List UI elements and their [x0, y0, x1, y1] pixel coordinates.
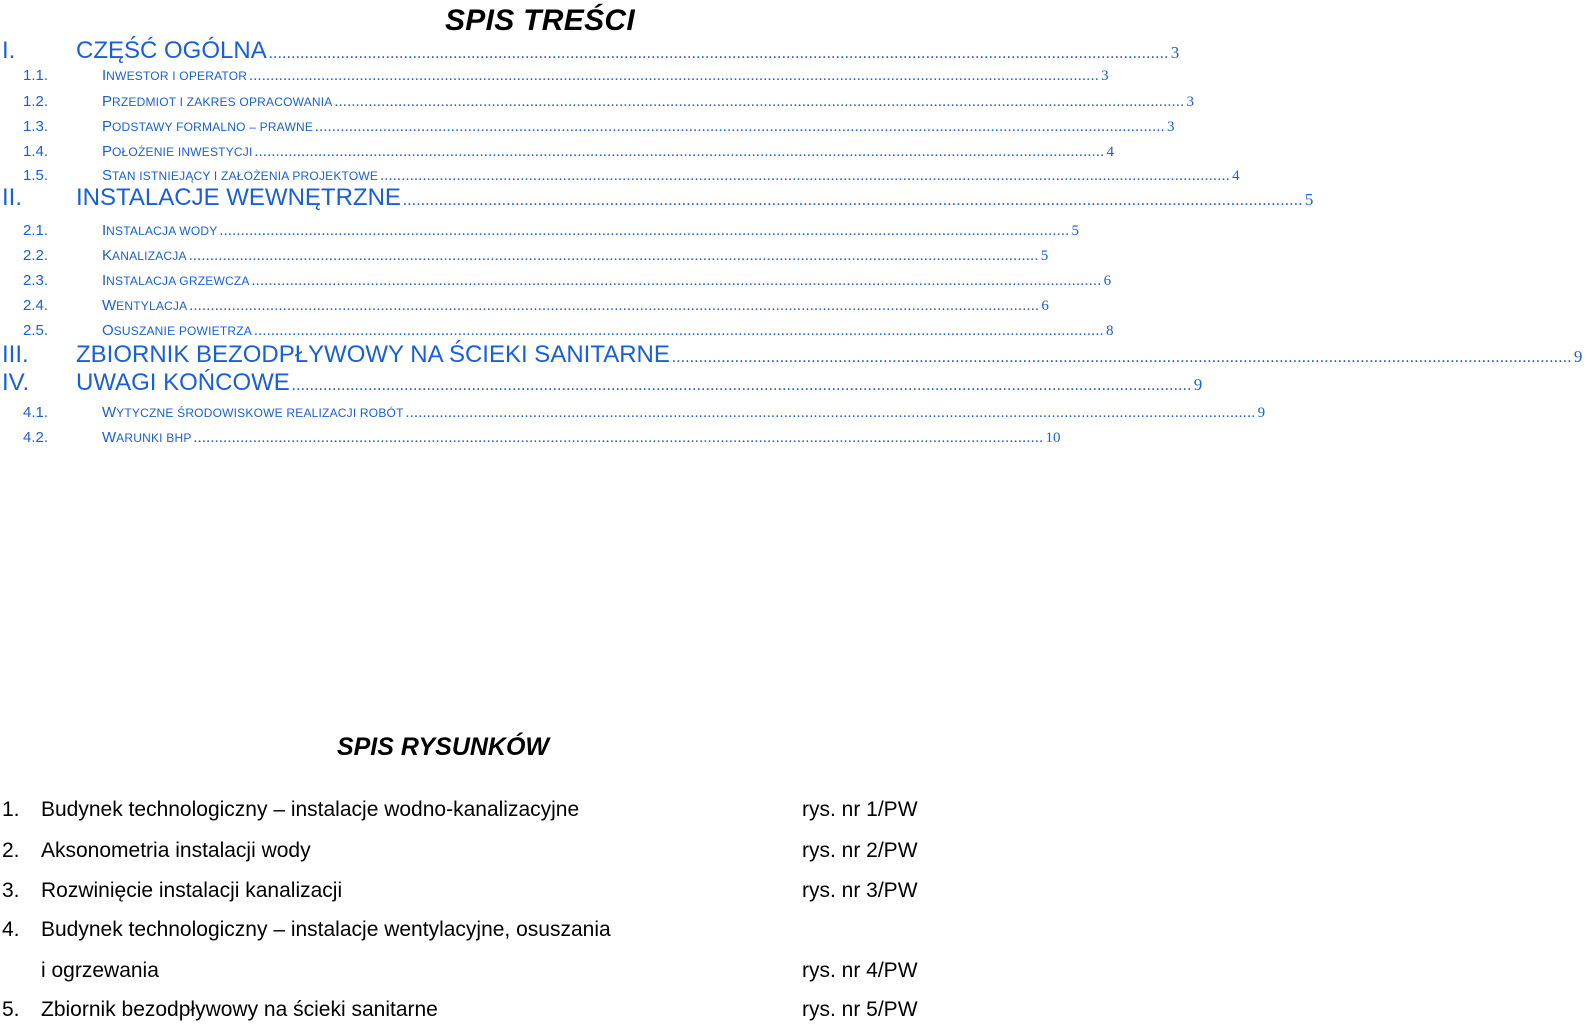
- toc-entry[interactable]: [0, 340, 1583, 370]
- figure-reference: rys. nr 2/PW: [802, 839, 918, 862]
- toc-entry-number: 2.3.: [23, 272, 49, 289]
- figure-item: [0, 871, 960, 911]
- figure-description: Budynek technologiczny – instalacje wentylacyjne, osuszania: [41, 918, 611, 941]
- toc-entry-page: 10: [1045, 430, 1061, 446]
- toc-entry-number: 1.4.: [23, 143, 49, 160]
- toc-entry-number: 2.4.: [23, 297, 49, 314]
- toc-entry[interactable]: [0, 183, 1314, 213]
- toc-entry-title: ZBIORNIK BEZODPŁYWOWY NA ŚCIEKI SANITARNE: [76, 341, 670, 368]
- figure-item: [0, 831, 960, 871]
- figure-reference: rys. nr 3/PW: [802, 879, 918, 902]
- toc-entry-page: 5: [1040, 248, 1049, 264]
- toc-entry-page: 3: [1167, 119, 1175, 135]
- toc-entry-page: 5: [1304, 190, 1314, 209]
- figure-number: 5.: [2, 998, 20, 1021]
- toc-entry-number: 1.2.: [23, 93, 49, 110]
- toc-dot-leader: ........................................................................................................................................................................................................: [402, 192, 1303, 209]
- figure-description: Aksonometria instalacji wody: [41, 839, 311, 862]
- toc-entry-title: CZĘŚĆ OGÓLNA: [76, 37, 267, 64]
- toc-dot-leader: ........................................................................................................................................................................................................: [268, 45, 1169, 62]
- toc-entry[interactable]: [0, 294, 1049, 318]
- toc-entry-title: PODSTAWY FORMALNO – PRAWNE: [102, 118, 314, 135]
- toc-entry-page: 5: [1071, 223, 1079, 239]
- toc-dot-leader: ........................................................................................................................................................................................................: [334, 94, 1185, 110]
- toc-entry-number: 2.5.: [23, 322, 49, 339]
- toc-entry-title: WYTYCZNE ŚRODOWISKOWE REALIZACJI ROBÓT: [102, 404, 404, 421]
- toc-entry-title: INSTALACJA WODY: [102, 222, 218, 239]
- figure-reference: rys. nr 1/PW: [802, 798, 918, 821]
- toc-entry-number: IV.: [2, 369, 30, 396]
- figure-item-continuation: [0, 951, 960, 991]
- toc-entry[interactable]: [0, 219, 1079, 243]
- figures-title: SPIS RYSUNKÓW: [336, 733, 550, 761]
- toc-entry-page: 4: [1232, 168, 1240, 184]
- toc-entry[interactable]: [0, 90, 1195, 114]
- toc-entry[interactable]: [0, 426, 1061, 450]
- figure-reference: rys. nr 5/PW: [802, 998, 918, 1021]
- toc-entry-title: PRZEDMIOT I ZAKRES OPRACOWANIA: [102, 93, 333, 110]
- toc-dot-leader: ........................................................................................................................................................................................................: [315, 119, 1166, 135]
- figure-reference: rys. nr 4/PW: [802, 959, 918, 982]
- figure-number: 1.: [2, 798, 20, 821]
- toc-dot-leader: ........................................................................................................................................................................................................: [251, 273, 1102, 289]
- toc-entry-page: 4: [1106, 144, 1114, 160]
- toc-entry-title: STAN ISTNIEJĄCY I ZAŁOŻENIA PROJEKTOWE: [102, 167, 379, 184]
- toc-entry-page: 9: [1257, 405, 1266, 421]
- toc-entry-number: 1.3.: [23, 118, 49, 135]
- toc-entry-page: 9: [1573, 347, 1583, 366]
- toc-entry-title: POŁOŻENIE INWESTYCJI: [102, 143, 253, 160]
- toc-title: SPIS TREŚCI: [444, 4, 635, 37]
- toc-entry-page: 8: [1105, 323, 1114, 339]
- figure-description: Zbiornik bezodpływowy na ścieki sanitarne: [41, 998, 438, 1021]
- toc-entry-number: 4.2.: [23, 429, 49, 446]
- toc-entry[interactable]: [0, 140, 1114, 164]
- toc-entry-number: III.: [2, 341, 29, 368]
- toc-entry-page: 6: [1041, 298, 1049, 314]
- toc-entry[interactable]: [0, 368, 1203, 398]
- toc-entry-page: 3: [1101, 68, 1109, 84]
- figure-description: i ogrzewania: [41, 959, 159, 982]
- toc-entry-title: WENTYLACJA: [102, 297, 188, 314]
- toc-entry-number: 4.1.: [23, 404, 49, 421]
- toc-entry-title: INWESTOR I OPERATOR: [102, 67, 248, 84]
- toc-entry-page: 3: [1186, 94, 1195, 110]
- toc-dot-leader: ........................................................................................................................................................................................................: [189, 298, 1040, 314]
- toc-dot-leader: ........................................................................................................................................................................................................: [188, 248, 1039, 264]
- toc-entry-number: 1.5.: [23, 167, 49, 184]
- toc-dot-leader: ........................................................................................................................................................................................................: [193, 430, 1044, 446]
- toc-entry-title: INSTALACJA GRZEWCZA: [102, 272, 250, 289]
- toc-entry-number: 2.2.: [23, 247, 49, 264]
- toc-entry-page: 3: [1170, 43, 1180, 62]
- figure-item: [0, 910, 960, 950]
- toc-dot-leader: ........................................................................................................................................................................................................: [219, 223, 1070, 239]
- toc-entry-title: UWAGI KOŃCOWE: [76, 369, 290, 396]
- toc-entry[interactable]: [0, 401, 1266, 425]
- toc-entry[interactable]: [0, 115, 1175, 139]
- toc-entry[interactable]: [0, 269, 1112, 293]
- toc-entry-title: OSUSZANIE POWIETRZA: [102, 322, 252, 339]
- figure-description: Rozwinięcie instalacji kanalizacji: [41, 879, 343, 902]
- toc-dot-leader: ........................................................................................................................................................................................................: [671, 349, 1572, 366]
- toc-dot-leader: ........................................................................................................................................................................................................: [380, 168, 1231, 184]
- toc-entry-number: 2.1.: [23, 222, 49, 239]
- figure-item: [0, 790, 960, 830]
- figure-item: [0, 990, 960, 1030]
- toc-entry-page: 6: [1103, 273, 1112, 289]
- toc-entry-number: I.: [2, 37, 16, 64]
- toc-entry-title: KANALIZACJA: [102, 247, 187, 264]
- toc-entry[interactable]: [0, 64, 1109, 88]
- toc-dot-leader: ........................................................................................................................................................................................................: [249, 68, 1100, 84]
- toc-dot-leader: ........................................................................................................................................................................................................: [254, 144, 1105, 160]
- toc-dot-leader: ........................................................................................................................................................................................................: [253, 323, 1104, 339]
- toc-dot-leader: ........................................................................................................................................................................................................: [405, 405, 1256, 421]
- toc-dot-leader: ........................................................................................................................................................................................................: [291, 377, 1192, 394]
- toc-entry-title: INSTALACJE WEWNĘTRZNE: [76, 184, 401, 211]
- figure-description: Budynek technologiczny – instalacje wodno-kanalizacyjne: [41, 798, 580, 821]
- toc-entry-page: 9: [1193, 375, 1203, 394]
- toc-entry-number: 1.1.: [23, 67, 49, 84]
- figure-number: 2.: [2, 839, 20, 862]
- toc-entry-number: II.: [2, 184, 23, 211]
- toc-entry[interactable]: [0, 36, 1180, 66]
- toc-entry[interactable]: [0, 244, 1049, 268]
- figure-number: 4.: [2, 918, 20, 941]
- toc-entry-title: WARUNKI BHP: [102, 429, 192, 446]
- figure-number: 3.: [2, 879, 20, 902]
